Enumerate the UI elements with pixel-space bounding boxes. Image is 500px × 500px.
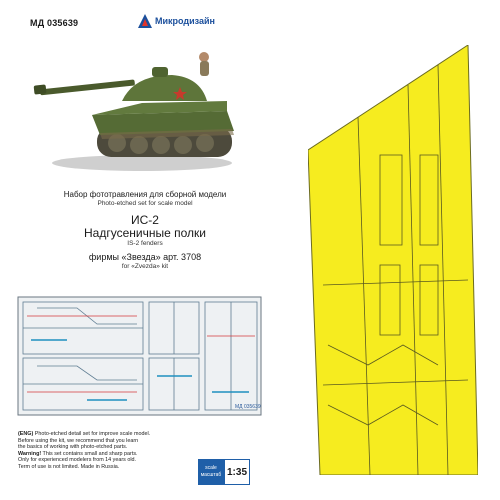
title-en-small: Photo-etched set for scale model <box>97 200 193 207</box>
tank-photo <box>22 45 242 175</box>
scale-label-en: scale <box>205 465 217 471</box>
etched-sheet-image <box>17 296 262 416</box>
notes-line4-bold: Warning! <box>18 450 42 457</box>
product-info <box>20 190 270 271</box>
kit-en: for «Zvezda» kit <box>121 263 169 270</box>
kit-ru: фирмы «Звезда» арт. 3708 <box>88 252 202 262</box>
sheet-mark: МД 035639 <box>235 404 261 410</box>
model-name: ИС-2 <box>131 213 159 227</box>
notes-line1-bold: (ENG) <box>18 431 34 437</box>
notes-line3: the basics of working with photo-etched parts. <box>18 444 128 451</box>
part-name-en: IS-2 fenders <box>127 240 163 247</box>
title-ru-small: Набор фототравления для сборной модели <box>63 190 227 199</box>
scale-badge <box>198 459 250 485</box>
article-number: МД 035639 <box>30 18 79 28</box>
brand <box>138 14 215 28</box>
scale-label <box>198 459 224 485</box>
brand-name: Микродизайн <box>155 16 215 26</box>
scale-value: 1:35 <box>224 459 250 485</box>
notes-line2: Before using the kit, we recommend that you learn <box>18 437 139 444</box>
notes-line4: This set contains small and sharp parts. <box>41 450 138 457</box>
notes-line1: Photo-etched detail set for improve scale model. <box>33 431 151 437</box>
brand-logo-icon <box>138 14 152 28</box>
yellow-fender-part <box>308 45 478 475</box>
part-name-ru: Надгусеничные полки <box>84 226 206 240</box>
notes-line5: Only for experienced modelers from 14 years old. <box>18 457 137 464</box>
scale-label-ru: масштаб <box>200 472 222 478</box>
notes-line6: Term of use is not limited. Made in Russia. <box>18 463 120 470</box>
